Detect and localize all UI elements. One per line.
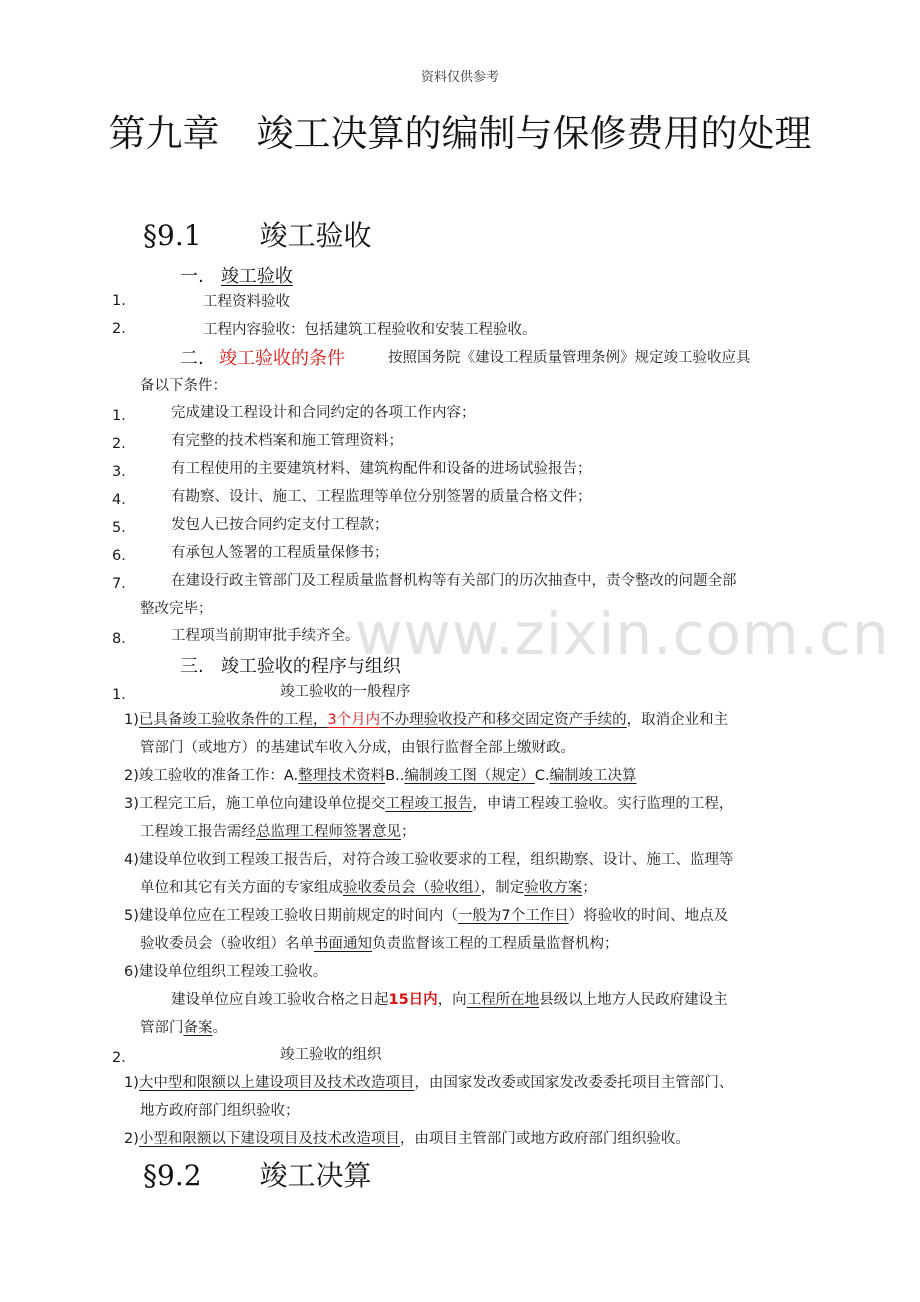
watermark: www.zixin.com.cn — [355, 600, 890, 668]
list-number: 8． — [112, 631, 136, 647]
subsection-title: 竣工验收的组织 — [280, 1047, 382, 1063]
paragraph: 1)已具备竣工验收条件的工程，3个月内不办理验收投产和移交固定资产手续的，取消企业和主 — [124, 712, 729, 728]
list-number: 7． — [112, 576, 136, 592]
list-item: 完成建设工程设计和合同约定的各项工作内容； — [171, 405, 476, 421]
part-intro: 按照国务院《建设工程质量管理条例》规定竣工验收应具 — [388, 350, 751, 366]
paragraph-cont: 地方政府部门组织验收； — [140, 1103, 300, 1119]
list-item: 有完整的技术档案和施工管理资料； — [171, 433, 403, 449]
part-title: 竣工验收 — [220, 266, 293, 287]
paragraph: 2)竣工验收的准备工作：A.整理技术资料B..编制竣工图（规定）C.编制竣工决算 — [124, 768, 637, 784]
paragraph-cont: 管部门（或地方）的基建试车收入分成，由银行监督全部上缴财政。 — [140, 740, 575, 756]
list-number: 6． — [112, 548, 136, 564]
list-item: 工程内容验收：包括建筑工程验收和安装工程验收。 — [203, 322, 537, 338]
list-number: 5． — [112, 520, 136, 536]
list-number: 1． — [112, 408, 136, 424]
part-intro-cont: 备以下条件： — [140, 378, 227, 394]
page-header: 资料仅供参考 — [420, 70, 499, 85]
list-number: 2. — [112, 321, 126, 337]
list-item-cont: 整改完毕； — [140, 601, 213, 617]
paragraph: 4)建设单位收到工程竣工报告后，对符合竣工验收要求的工程，组织勘察、设计、施工、监理等 — [124, 852, 734, 868]
list-item: 工程资料验收 — [203, 294, 290, 310]
section-heading-9-1 — [143, 214, 372, 254]
section-heading-9-2 — [143, 1154, 372, 1194]
paragraph-cont: 验收委员会（验收组）名单书面通知负责监督该工程的工程质量监督机构； — [140, 936, 619, 952]
paragraph-cont: 工程竣工报告需经总监理工程师签署意见； — [140, 824, 416, 840]
section-title: 竣工验收 — [259, 219, 372, 252]
list-number: 1. — [112, 293, 126, 309]
section-number: §9.2 — [143, 1159, 202, 1192]
paragraph: 5)建设单位应在工程竣工验收日期前规定的时间内（一般为7个工作日）将验收的时间、地点及 — [124, 908, 729, 924]
part-title: 竣工验收的程序与组织 — [220, 656, 401, 677]
list-item: 有工程使用的主要建筑材料、建筑构配件和设备的进场试验报告； — [171, 461, 592, 477]
part-number: 三. — [180, 656, 204, 677]
part-number: 一. — [180, 266, 204, 287]
paragraph: 6)建设单位组织工程竣工验收。 — [124, 964, 328, 980]
list-item: 有承包人签署的工程质量保修书； — [171, 545, 389, 561]
list-item: 有勘察、设计、施工、工程监理等单位分别签署的质量合格文件； — [171, 489, 592, 505]
list-number: 4． — [112, 492, 136, 508]
part-title: 竣工验收的条件 — [219, 348, 345, 369]
section-number: §9.1 — [143, 219, 202, 252]
list-number: 1． — [112, 687, 136, 703]
list-number: 2． — [112, 1050, 136, 1066]
list-item: 在建设行政主管部门及工程质量监督机构等有关部门的历次抽查中，责令整改的问题全部 — [171, 573, 737, 589]
subsection-title: 竣工验收的一般程序 — [280, 684, 411, 700]
list-number: 2． — [112, 436, 136, 452]
section-title: 竣工决算 — [259, 1159, 372, 1192]
paragraph: 3)工程完工后，施工单位向建设单位提交工程竣工报告，申请工程竣工验收。实行监理的工程， — [124, 796, 734, 812]
paragraph: 1)大中型和限额以上建设项目及技术改造项目，由国家发改委或国家发改委委托项目主管部门、 — [124, 1075, 734, 1091]
list-item: 发包人已按合同约定支付工程款； — [171, 517, 389, 533]
list-number: 3． — [112, 464, 136, 480]
part-heading-2 — [180, 344, 345, 370]
paragraph: 2)小型和限额以下建设项目及技术改造项目，由项目主管部门或地方政府部门组织验收。 — [124, 1131, 690, 1147]
part-number: 二. — [180, 348, 204, 369]
paragraph-cont: 管部门备案。 — [140, 1020, 227, 1036]
part-heading-1 — [180, 262, 293, 288]
paragraph-cont: 单位和其它有关方面的专家组成验收委员会（验收组），制定验收方案； — [140, 880, 597, 896]
paragraph: 建设单位应自竣工验收合格之日起15日内，向工程所在地县级以上地方人民政府建设主 — [171, 992, 728, 1008]
list-item: 工程项当前期审批手续齐全。 — [171, 628, 360, 644]
chapter-title: 第九章 竣工决算的编制与保修费用的处理 — [108, 112, 812, 155]
